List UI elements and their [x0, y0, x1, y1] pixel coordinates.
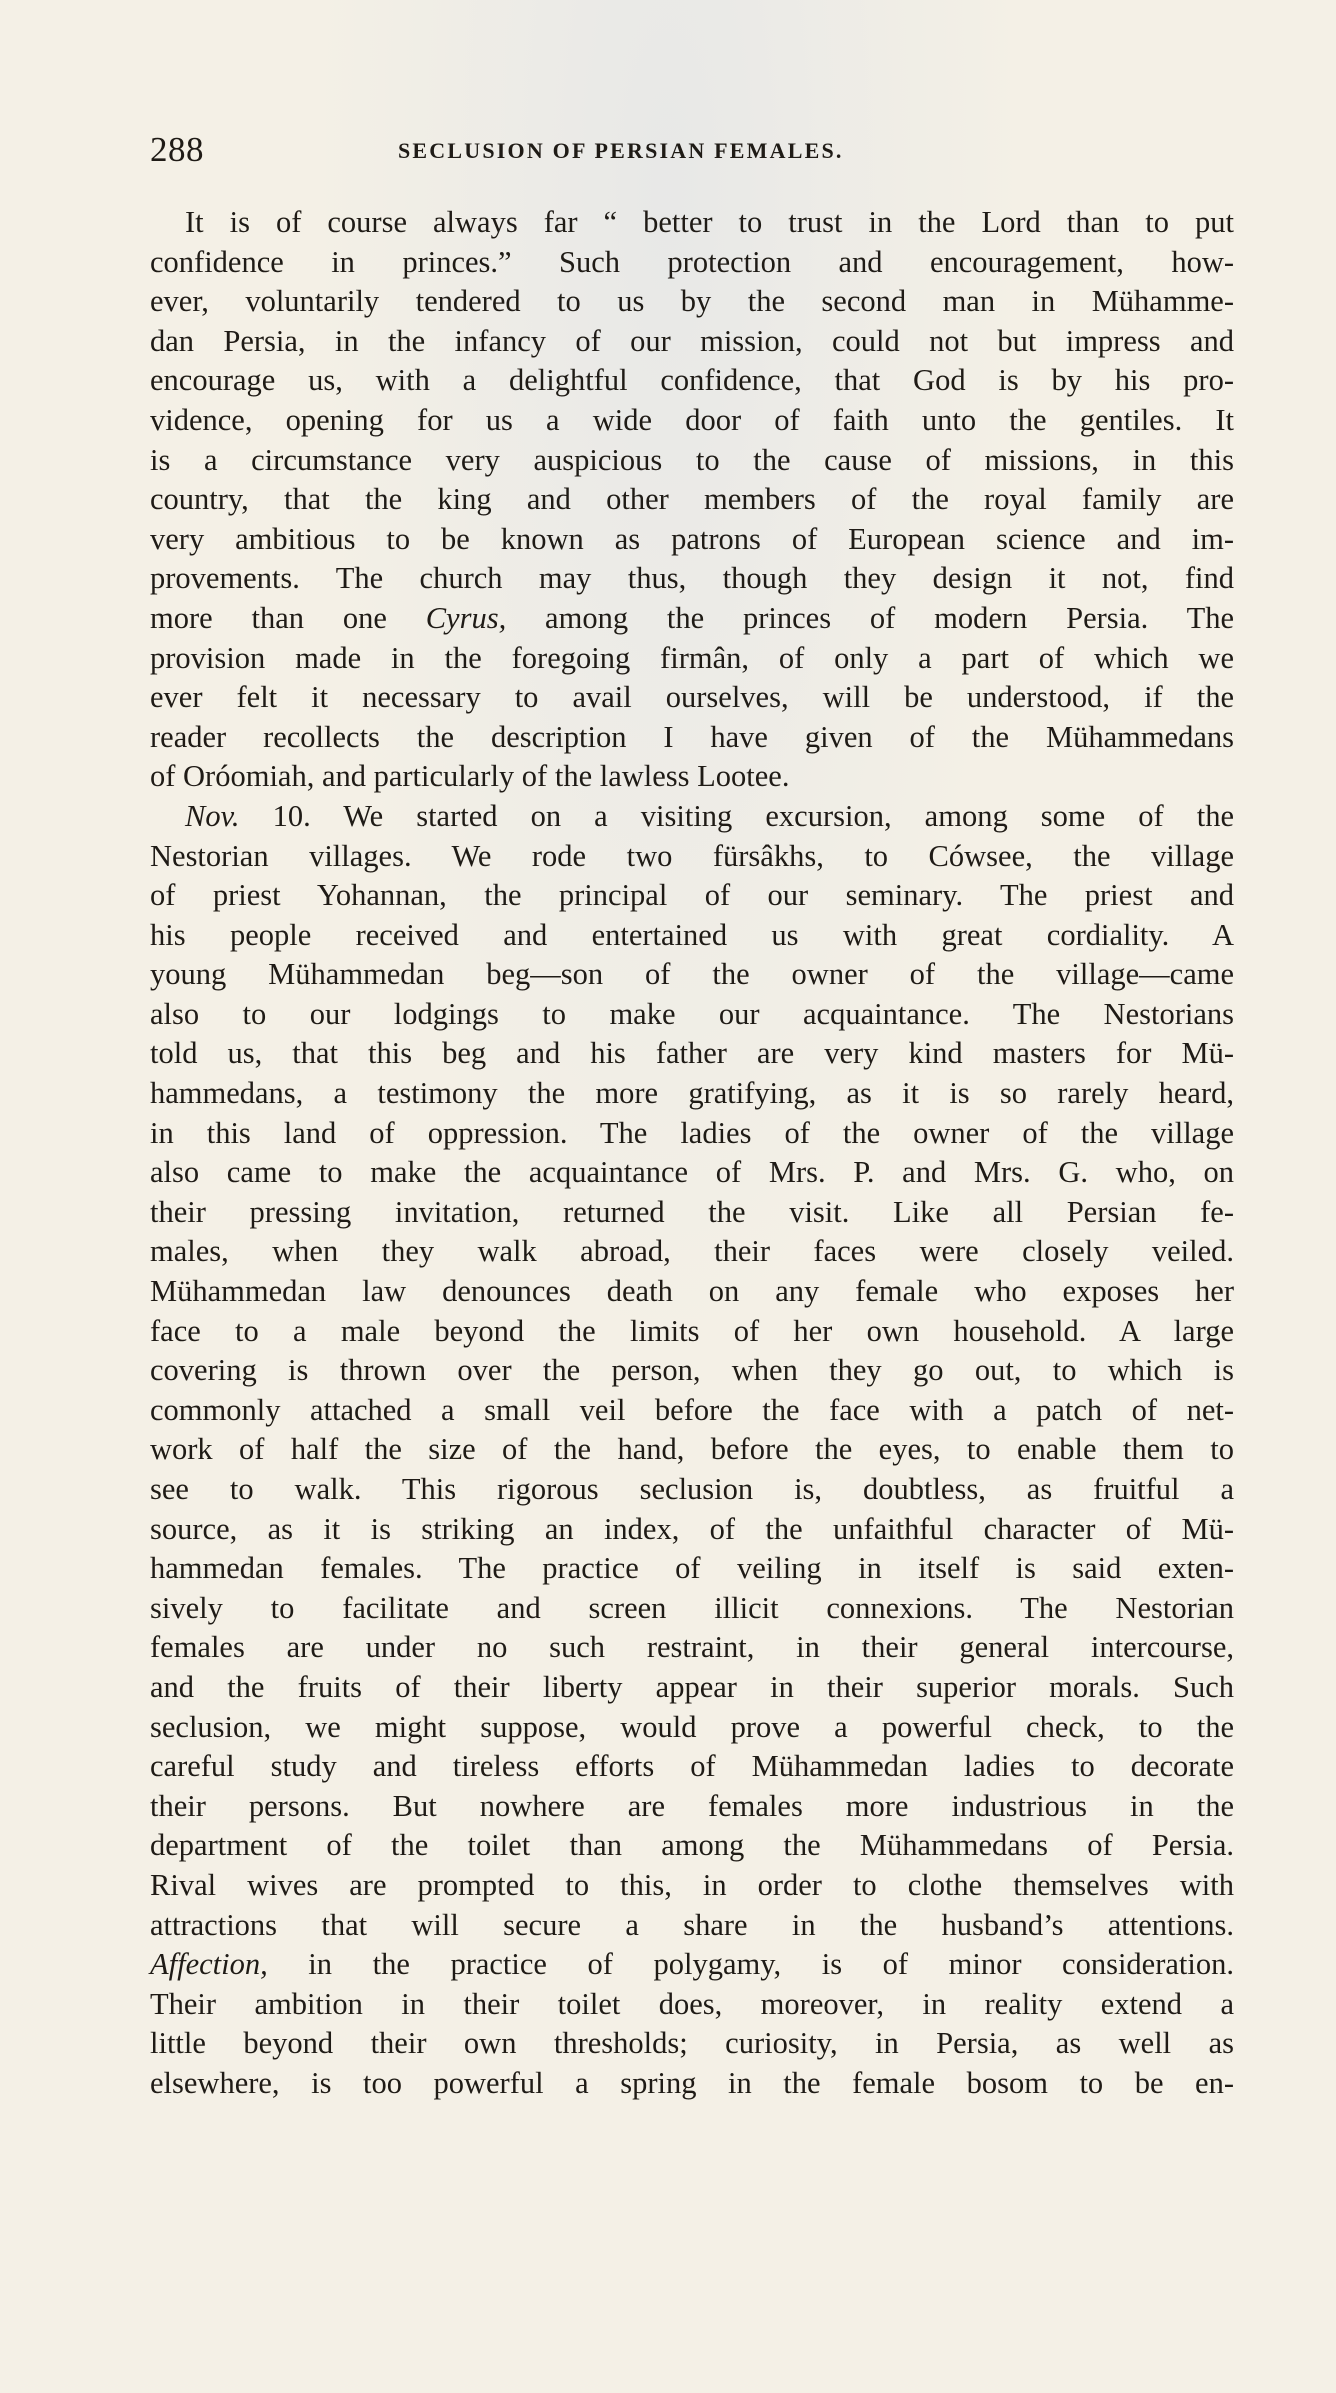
text-line: sively to facilitate and screen illicit connexions. The Nestorian: [150, 1590, 1234, 1625]
text-line: It is of course always far “ better to trust in the Lord than to put: [185, 205, 1234, 239]
text-line: source, as it is striking an index, of the unfaithful character of Mü-: [150, 1511, 1234, 1546]
running-head: SECLUSION OF PERSIAN FEMALES.: [398, 138, 844, 163]
text-line: hammedans, a testimony the more gratifying, as it is so rarely heard,: [150, 1076, 1234, 1111]
text-line: is a circumstance very auspicious to the cause of missions, in this: [150, 442, 1234, 477]
text-line: ever felt it necessary to avail ourselves, will be understood, if the: [150, 680, 1234, 715]
text-line: provements. The church may thus, though they design it not, find: [150, 561, 1234, 596]
text-line: Mühammedan law denounces death on any female who exposes her: [150, 1274, 1234, 1309]
text-line: country, that the king and other members of the royal family are: [150, 482, 1234, 517]
text-line: face to a male beyond the limits of her own household. A large: [150, 1313, 1234, 1348]
text-line: attractions that will secure a share in the husband’s attentions.: [150, 1907, 1234, 1942]
text-line: told us, that this beg and his father are very kind masters for Mü-: [150, 1036, 1234, 1071]
text-line: males, when they walk abroad, their faces were closely veiled.: [150, 1234, 1234, 1269]
text-line: and the fruits of their liberty appear in their superior morals. Such: [150, 1669, 1234, 1704]
text-line: Rival wives are prompted to this, in order to clothe themselves with: [150, 1867, 1234, 1902]
body-text: [150, 203, 1234, 2104]
italic-name-cyrus: Cyrus,: [425, 600, 507, 635]
text-line: dan Persia, in the infancy of our mission, could not but impress and: [150, 323, 1234, 358]
text-line: careful study and tireless efforts of Mühammedan ladies to decorate: [150, 1749, 1234, 1784]
text-line: also to our lodgings to make our acquaintance. The Nestorians: [150, 996, 1234, 1031]
text-line: [150, 599, 1234, 639]
text-line: confidence in princes.” Such protection and encouragement, how-: [150, 244, 1234, 279]
text-line: covering is thrown over the person, when they go out, to which is: [150, 1353, 1234, 1388]
text-line: ever, voluntarily tendered to us by the second man in Mühamme-: [150, 284, 1234, 319]
text-line: work of half the size of the hand, before the eyes, to enable them to: [150, 1432, 1234, 1467]
text-segment: 10. We started on a visiting excursion, among some of the: [239, 798, 1234, 833]
text-line: their persons. But nowhere are females more industrious in the: [150, 1788, 1234, 1823]
text-line: Their ambition in their toilet does, moreover, in reality extend a: [150, 1986, 1234, 2021]
text-line: vidence, opening for us a wide door of faith unto the gentiles. It: [150, 402, 1234, 437]
text-line: commonly attached a small veil before the face with a patch of net-: [150, 1392, 1234, 1427]
text-line: elsewhere, is too powerful a spring in the female bosom to be en-: [150, 2065, 1234, 2100]
text-segment: more than one: [150, 600, 426, 635]
text-line: females are under no such restraint, in their general intercourse,: [150, 1630, 1234, 1665]
text-segment: among the princes of modern Persia. The: [506, 600, 1234, 635]
text-line: Nestorian villages. We rode two fürsâkhs, to Cówsee, the village: [150, 838, 1234, 873]
text-line: little beyond their own thresholds; curiosity, in Persia, as well as: [150, 2026, 1234, 2061]
text-line: seclusion, we might suppose, would prove a powerful check, to the: [150, 1709, 1234, 1744]
text-line: department of the toilet than among the Mühammedans of Persia.: [150, 1828, 1234, 1863]
italic-word-affection: Affection,: [150, 1947, 268, 1982]
page-header: [150, 128, 1228, 172]
text-line: young Mühammedan beg—son of the owner of the village—came: [150, 957, 1234, 992]
page-number: 288: [150, 130, 204, 169]
text-line: reader recollects the description I have given of the Mühammedans: [150, 719, 1234, 754]
text-line: hammedan females. The practice of veiling in itself is said exten-: [150, 1551, 1234, 1586]
text-line: their pressing invitation, returned the visit. Like all Persian fe-: [150, 1194, 1234, 1229]
italic-date-nov: Nov.: [185, 798, 240, 833]
text-line: his people received and entertained us with great cordiality. A: [150, 917, 1234, 952]
text-line: of priest Yohannan, the principal of our seminary. The priest and: [150, 878, 1234, 913]
text-line: of Oróomiah, and particularly of the lawless Lootee.: [150, 759, 790, 794]
text-line: very ambitious to be known as patrons of European science and im-: [150, 521, 1234, 556]
text-segment: in the practice of polygamy, is of minor consideration.: [267, 1947, 1234, 1982]
text-line: [150, 1945, 1234, 1985]
text-line: see to walk. This rigorous seclusion is, doubtless, as fruitful a: [150, 1472, 1234, 1506]
text-line: in this land of oppression. The ladies of the owner of the village: [150, 1115, 1234, 1150]
text-line: provision made in the foregoing firmân, of only a part of which we: [150, 640, 1234, 675]
text-line: encourage us, with a delightful confidence, that God is by his pro-: [150, 363, 1234, 398]
text-line: [150, 797, 1234, 837]
text-line: also came to make the acquaintance of Mrs. P. and Mrs. G. who, on: [150, 1155, 1234, 1190]
